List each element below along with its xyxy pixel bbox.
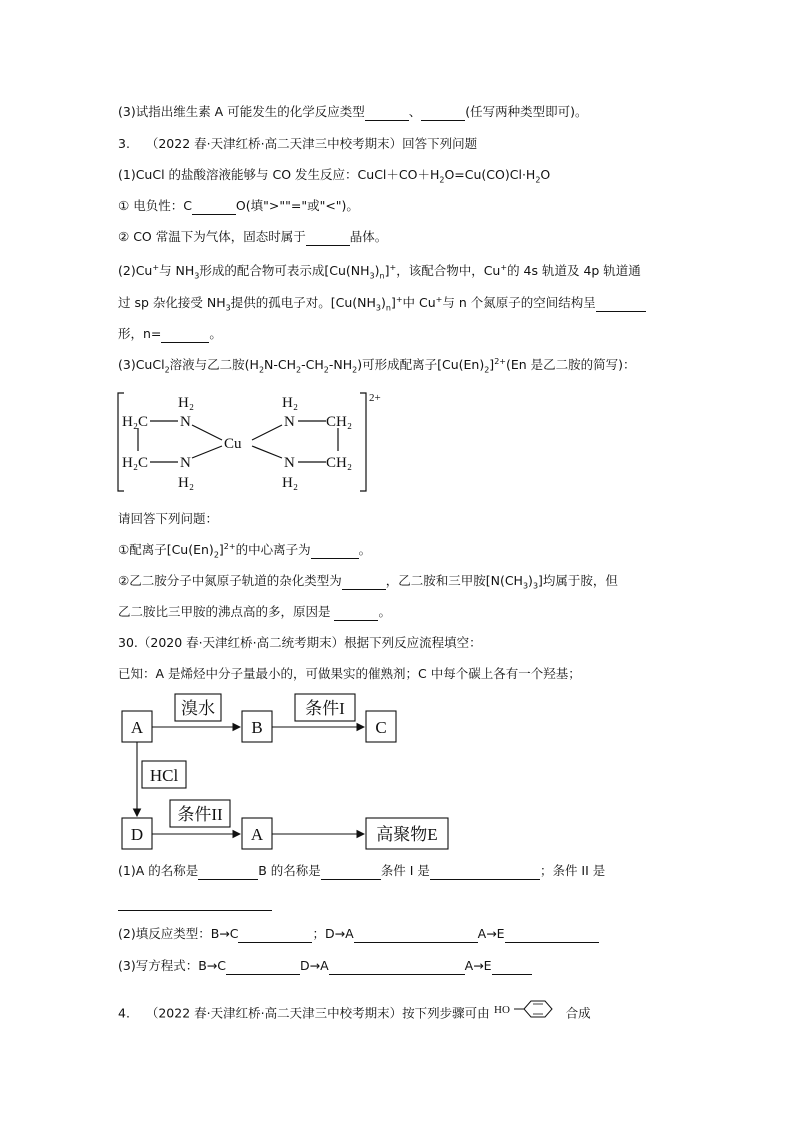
bond bbox=[192, 446, 222, 458]
q3-part1: (1)CuCl 的盐酸溶液能够与 CO 发生反应：$CuCl+CO+H_2O=Cu(CO)Cl\cdot H_2O$ bbox=[118, 167, 551, 185]
answer-blank[interactable] bbox=[505, 928, 599, 943]
answer-blank[interactable] bbox=[334, 606, 378, 621]
q30-part2: (2)填反应类型：B→C ；D→A A→E bbox=[118, 925, 599, 943]
q3-sub1: ①配离子$[Cu(En)_2]^{2+}$的中心离子为 。 bbox=[118, 541, 372, 560]
q3-part2-l3: 形，n= 。 bbox=[118, 326, 222, 341]
q3-part1-a: ① 电负性：C O(填">""="或"<")。 bbox=[118, 198, 359, 213]
n-label: N bbox=[284, 455, 295, 471]
q2-part3: (3)试指出维生素 A 可能发生的化学反应类型 、 (任写两种类型即可)。 bbox=[118, 104, 588, 119]
q3-part1-b: ② CO 常温下为气体，固态时属于 晶体。 bbox=[118, 229, 388, 244]
answer-blank[interactable] bbox=[342, 575, 386, 590]
answer-blank[interactable] bbox=[430, 865, 540, 880]
bond bbox=[252, 425, 282, 440]
h2c-label: H₂C bbox=[122, 414, 149, 430]
n-label: N bbox=[284, 414, 295, 430]
answer-blank[interactable] bbox=[365, 106, 409, 121]
label-b: B bbox=[251, 718, 263, 737]
label-a: A bbox=[130, 718, 144, 737]
label-bromine: 溴水 bbox=[181, 699, 215, 718]
answer-blank[interactable] bbox=[306, 231, 350, 246]
copper-ethylenediamine-complex-diagram bbox=[112, 385, 402, 497]
n-label: N bbox=[180, 455, 191, 471]
phenol-structure bbox=[494, 999, 562, 1029]
q3-part2-l2: 过 sp 杂化接受 $NH_3$提供的孤电子对。$[Cu(NH_3)_n]^+$中 Cu+与 n 个氮原子的空间结构呈 bbox=[118, 294, 646, 312]
answer-blank[interactable] bbox=[226, 960, 300, 975]
answer-blank[interactable] bbox=[492, 960, 532, 975]
q4-header: 4. （2022 春·天津红桥·高二天津三中校考期末）按下列步骤可由 HO 合成 bbox=[118, 999, 591, 1029]
answer-blank[interactable] bbox=[329, 960, 465, 975]
bond bbox=[252, 446, 282, 458]
answer-blank[interactable] bbox=[421, 106, 465, 121]
ho-label: HO bbox=[493, 1004, 510, 1016]
q3-header: 3. （2022 春·天津红桥·高二天津三中校考期末）回答下列问题 bbox=[118, 136, 478, 151]
answer-blank[interactable] bbox=[198, 865, 258, 880]
label-a2: A bbox=[250, 825, 264, 844]
q30-part1: (1)A 的名称是 B 的名称是 条件 I 是 ；条件 II 是 bbox=[118, 863, 606, 878]
answer-blank[interactable] bbox=[238, 928, 312, 943]
bond bbox=[192, 425, 222, 440]
answer-blank[interactable] bbox=[596, 297, 646, 312]
ch2-label: CH₂ bbox=[326, 455, 353, 471]
label-hcl: HCl bbox=[149, 766, 179, 785]
answer-blank[interactable] bbox=[321, 865, 381, 880]
cu-label: Cu bbox=[224, 436, 242, 452]
q30-part3: (3)写方程式：B→C D→A A→E bbox=[118, 957, 532, 975]
q3-please-answer: 请回答下列问题： bbox=[118, 511, 219, 526]
label-cond1: 条件I bbox=[305, 699, 345, 718]
label-d: D bbox=[130, 825, 144, 844]
q3-part3: (3)CuCl$_2$溶液与乙二胺$(H_2N-CH_2-CH_2-NH_2)$可形成配离子$[Cu(En)_2]^{2+}(En$ 是乙二胺的简写)： bbox=[118, 356, 636, 375]
h2-label: H₂ bbox=[282, 475, 299, 491]
reaction-flow-diagram bbox=[118, 690, 458, 860]
answer-blank[interactable] bbox=[161, 328, 209, 343]
right-bracket bbox=[360, 393, 366, 491]
label-cond2: 条件II bbox=[177, 805, 223, 824]
answer-blank[interactable] bbox=[192, 200, 236, 215]
ch2-label: CH₂ bbox=[326, 414, 353, 430]
benzene-ring bbox=[524, 1001, 552, 1017]
left-bracket bbox=[118, 393, 124, 491]
q3-sub2-l1: ②乙二胺分子中氮原子轨道的杂化类型为 ，乙二胺和三甲胺$[N(CH_3)_3]$均属于胺，但 bbox=[118, 573, 618, 591]
h2-label: H₂ bbox=[178, 475, 195, 491]
n-label: N bbox=[180, 414, 191, 430]
label-c: C bbox=[375, 718, 387, 737]
h2-label: H₂ bbox=[178, 395, 195, 411]
q30-part1-continued bbox=[118, 893, 272, 911]
q3-part2-l1: (2)Cu+与 $NH_3$形成的配合物可表示成$[Cu(NH_3)_n]^+$，该配合物中，Cu+的 4s 轨道及 4p 轨道通 bbox=[118, 262, 641, 281]
answer-blank[interactable] bbox=[354, 928, 478, 943]
h2-label: H₂ bbox=[282, 395, 299, 411]
q3-sub2-l2: 乙二胺比三甲胺的沸点高的多，原因是 。 bbox=[118, 604, 391, 619]
h2c-label: H₂C bbox=[122, 455, 149, 471]
label-e: 高聚物E bbox=[376, 825, 438, 844]
answer-blank[interactable] bbox=[118, 896, 272, 911]
q30-header: 30.（2020 春·天津红桥·高二统考期末）根据下列反应流程填空： bbox=[118, 635, 482, 650]
q30-known: 已知：A 是烯烃中分子量最小的，可做果实的催熟剂；C 中每个碳上各有一个羟基； bbox=[118, 666, 581, 681]
charge-label: 2+ bbox=[369, 392, 381, 404]
answer-blank[interactable] bbox=[311, 544, 359, 559]
